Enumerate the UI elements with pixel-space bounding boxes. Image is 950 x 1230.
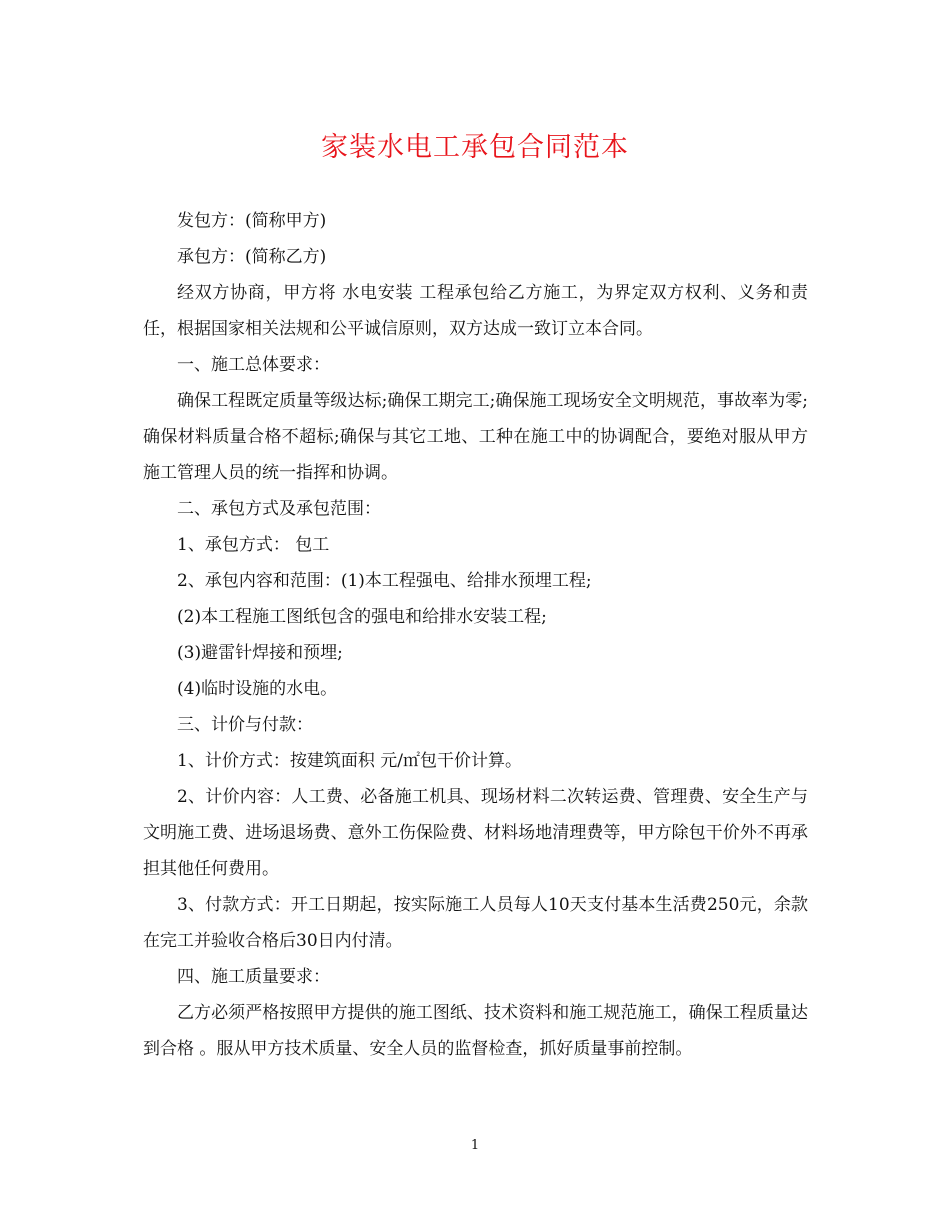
page-number: 1	[470, 1138, 480, 1153]
document-body	[143, 203, 808, 1067]
paragraph-contract-method: 1、承包方式： 包工	[177, 535, 330, 555]
paragraph-payment-method: 3、付款方式：开工日期起，按实际施工人员每人10天支付基本生活费250元，余款在完工并验收合格后30日内付清。	[143, 895, 808, 951]
paragraph-party-b: 承包方：(简称乙方)	[177, 247, 327, 267]
paragraph-party-a: 发包方：(简称甲方)	[177, 211, 327, 231]
paragraph-pricing-method: 1、计价方式：按建筑面积 元/㎡包干价计算。	[177, 751, 522, 771]
paragraph-pricing-content: 2、计价内容：人工费、必备施工机具、现场材料二次转运费、管理费、安全生产与文明施工费、进场退场费、意外工伤保险费、材料场地清理费等，甲方除包干价外不再承担其他任何费用。	[143, 787, 808, 879]
section-heading-1: 一、施工总体要求：	[177, 355, 330, 375]
section-heading-3: 三、计价与付款：	[177, 715, 313, 735]
section-heading-2: 二、承包方式及承包范围：	[177, 499, 381, 519]
paragraph-scope-item-4: (4)临时设施的水电。	[177, 679, 338, 699]
paragraph-quality-requirements: 乙方必须严格按照甲方提供的施工图纸、技术资料和施工规范施工，确保工程质量达到合格 。服从甲方技术质量、安全人员的监督检查，抓好质量事前控制。	[143, 1003, 808, 1059]
paragraph-scope-item-2: (2)本工程施工图纸包含的强电和给排水安装工程;	[177, 607, 547, 627]
paragraph-scope-item-3: (3)避雷针焊接和预埋;	[177, 643, 343, 663]
document-title: 家装水电工承包合同范本	[321, 132, 629, 163]
paragraph-general-requirements: 确保工程既定质量等级达标;确保工期完工;确保施工现场安全文明规范，事故率为零;确保材料质量合格不超标;确保与其它工地、工种在施工中的协调配合，要绝对服从甲方施工管理人员的统一指挥和协调。	[143, 391, 808, 483]
section-heading-4: 四、施工质量要求：	[177, 967, 330, 987]
paragraph-contract-scope: 2、承包内容和范围：(1)本工程强电、给排水预埋工程;	[177, 571, 592, 591]
paragraph-preamble: 经双方协商，甲方将 水电安装 工程承包给乙方施工，为界定双方权利、义务和责任，根据国家相关法规和公平诚信原则，双方达成一致订立本合同。	[143, 283, 808, 339]
